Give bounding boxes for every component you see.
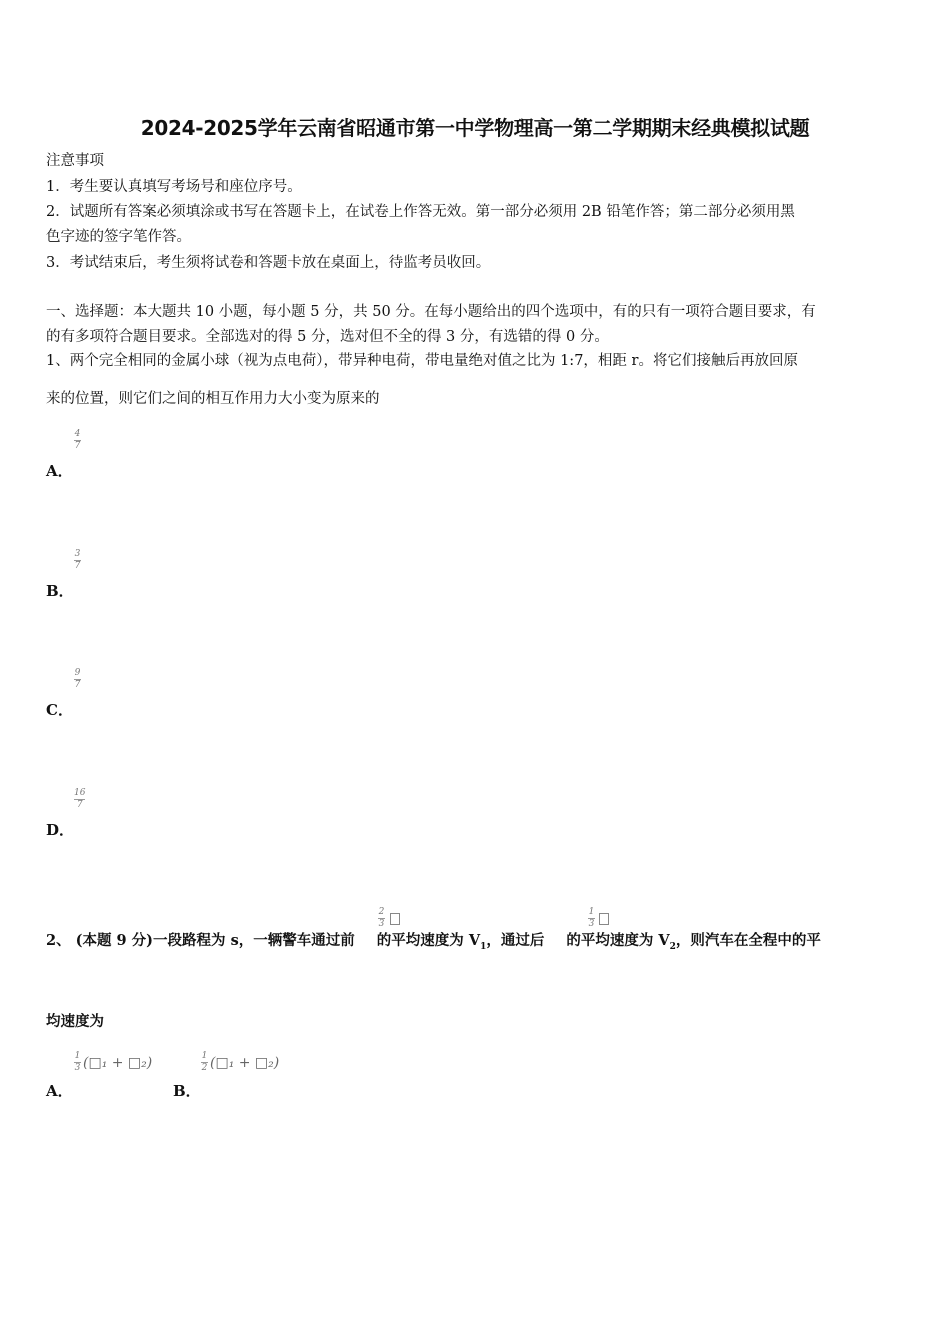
q2-option-a-expression: $\frac{1}{3}$ (□₁ + □₂) — [74, 1051, 153, 1073]
q2-option-b-expression: $\frac{1}{2}$ (□₁ + □₂) — [201, 1051, 280, 1073]
q1-option-b-fraction: 3 7 — [74, 549, 81, 571]
notice-heading: 注意事项 — [46, 153, 104, 169]
section1-intro-line2: 的有多项符合题目要求。全部选对的得 5 分，选对但不全的得 3 分，有选错的得 0 分。 — [46, 329, 609, 345]
q1-stem-line1: 1、两个完全相同的金属小球（视为点电荷），带异种电荷，带电量绝对值之比为 1:7，相距 r。将它们接触后再放回原 — [46, 353, 798, 369]
page-title: 2024-2025学年云南省昭通市第一中学物理高一第二学期期末经典模拟试题 — [140, 116, 810, 140]
q2-placeholder-box-2 — [599, 913, 609, 925]
q2-stem-part2: 的平均速度为 V — [376, 932, 481, 949]
q1-option-b-label: B． — [46, 582, 74, 600]
q1-option-a-label: A． — [46, 462, 73, 480]
notice-item-2-cont: 色字迹的签字笔作答。 — [46, 229, 191, 245]
q1-option-d-fraction: 16 7 — [74, 788, 86, 810]
q2-stem-part4: 的平均速度为 V — [566, 932, 670, 949]
notice-item-1: 1．考生要认真填写考场号和座位序号。 — [46, 179, 302, 195]
q2-sub-2: 2 — [669, 941, 676, 952]
notice-item-3: 3．考试结束后，考生须将试卷和答题卡放在桌面上，待监考员收回。 — [46, 255, 491, 271]
notice-item-2: 2．试题所有答案必须填涂或书写在答题卡上，在试卷上作答无效。第一部分必须用 2B 铅笔作答；第二部分必须用黑 — [46, 204, 795, 220]
q2-stem-line2: 均速度为 — [46, 1013, 104, 1030]
q2-fraction-back: 1 3 — [588, 907, 595, 929]
q2-stem-line1 — [46, 931, 906, 957]
q2-placeholder-box-1 — [390, 913, 400, 925]
q1-option-c-fraction: 9 7 — [74, 668, 81, 690]
q2-stem-part1: 2、 (本题 9 分)一段路程为 s，一辆警车通过前 — [46, 932, 355, 949]
q2-fraction-front: 2 3 — [378, 907, 385, 929]
q2-stem-part5: ，则汽车在全程中的平 — [675, 932, 821, 949]
q1-option-a-fraction: 4 7 — [74, 429, 81, 451]
q2-option-b-label: B． — [173, 1082, 201, 1100]
q1-stem-line2: 来的位置，则它们之间的相互作用力大小变为原来的 — [46, 391, 380, 407]
q2-stem-part3: ，通过后 — [486, 932, 545, 949]
q2-sub-1: 1 — [480, 941, 487, 952]
section1-intro-line1: 一、选择题：本大题共 10 小题，每小题 5 分，共 50 分。在每小题给出的四个选项中，有的只有一项符合题目要求，有 — [46, 304, 816, 320]
q1-option-d-label: D． — [46, 821, 75, 839]
q2-option-a-label: A． — [46, 1082, 73, 1100]
q1-option-c-label: C． — [46, 701, 73, 719]
